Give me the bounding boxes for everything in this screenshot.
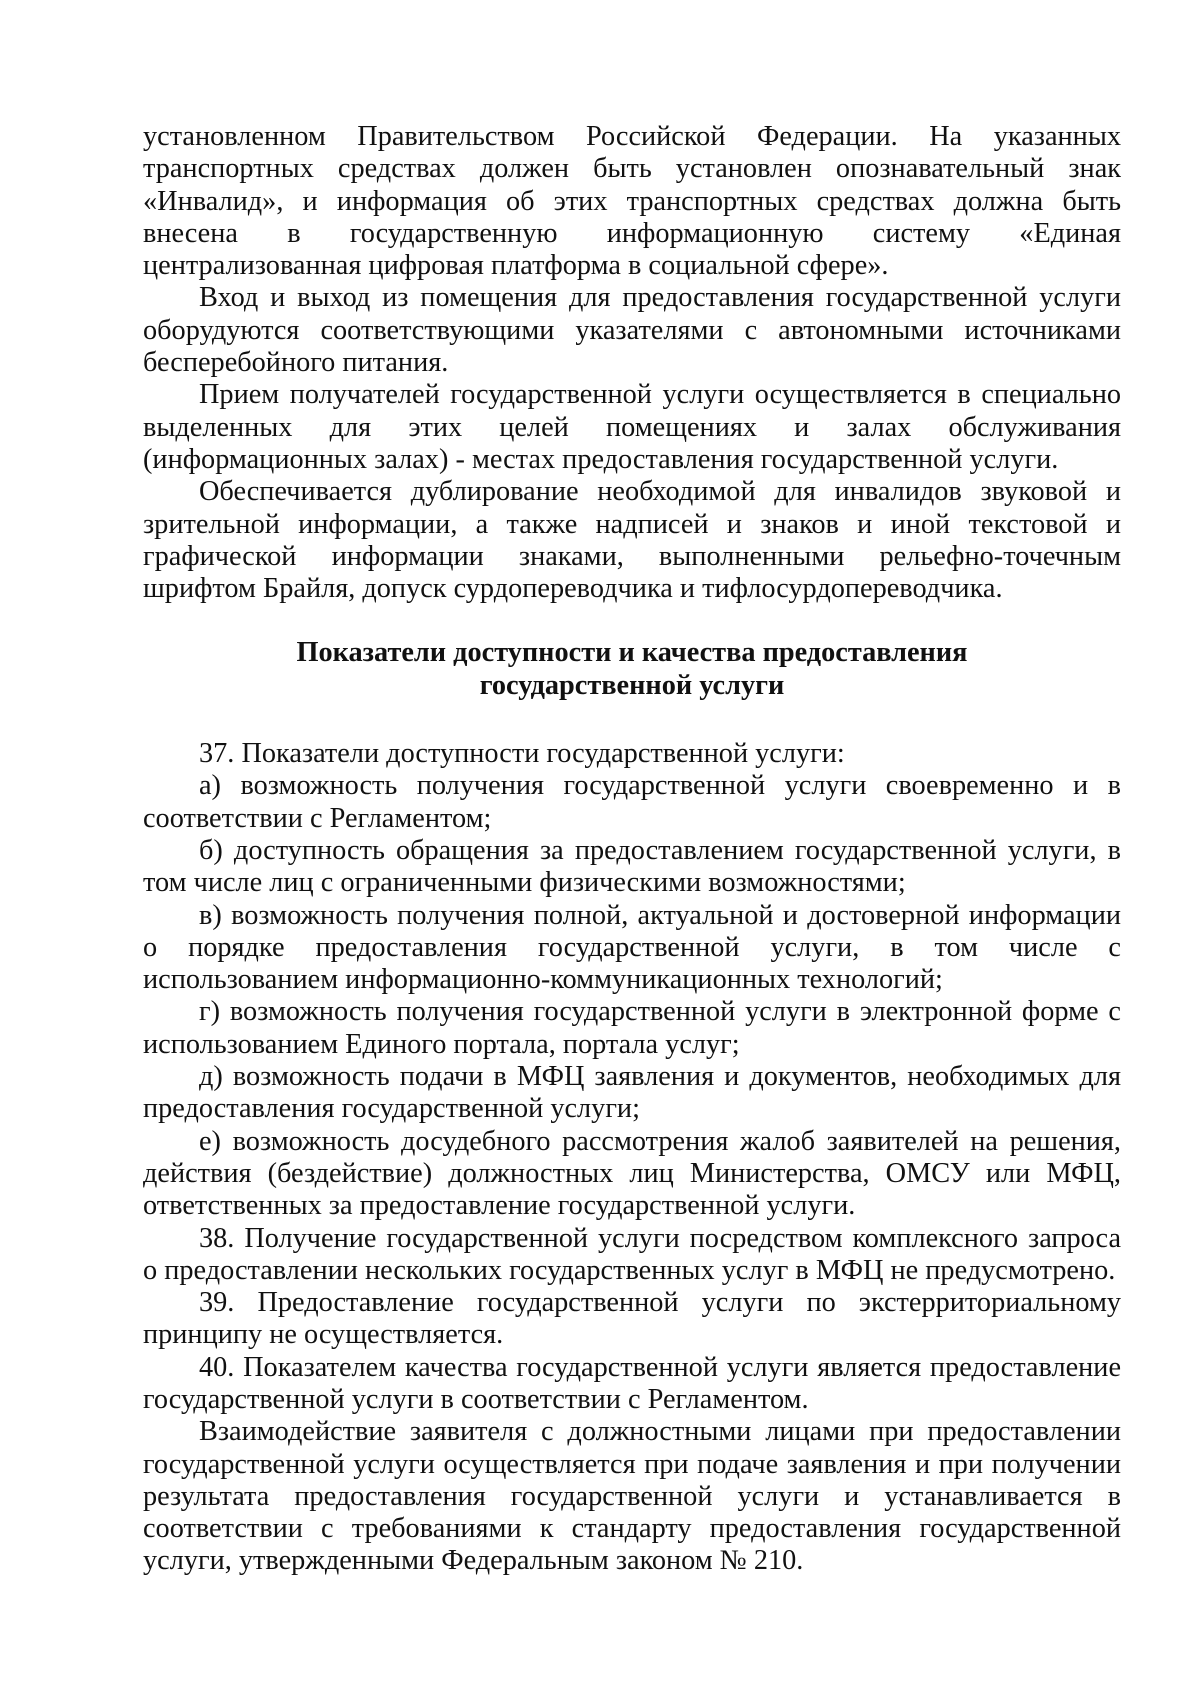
paragraph-duplication: Обеспечивается дублирование необходимой для инвалидов звуковой и зрительной информации, а также надписей и знаков и иной текстовой и графической информации знаками, выполненными рельефно-точечным шрифтом Брайля, допуск сурдопереводчика и тифлосурдопереводчика. [143, 476, 1121, 605]
paragraph-item-a: а) возможность получения государственной услуги своевременно и в соответствии с Регламентом; [143, 770, 1121, 834]
paragraph-item-40: 40. Показателем качества государственной услуги является предоставление государственной услуги в соответствии с Регламентом. [143, 1351, 1121, 1415]
document-body [143, 121, 1121, 1578]
paragraph-continuation: установленном Правительством Российской Федерации. На указанных транспортных средствах должен быть установлен опознавательный знак «Инвалид», и информация об этих транспортных средствах должна быть внесена в государственную информационную систему «Единая централизованная цифровая платформа в социальной сфере». [143, 121, 1121, 282]
paragraph-item-e: е) возможность досудебного рассмотрения жалоб заявителей на решения, действия (бездействие) должностных лиц Министерства, ОМСУ или МФЦ, ответственных за предоставление государственной услуги. [143, 1125, 1121, 1222]
paragraph-entrance-exit: Вход и выход из помещения для предоставления государственной услуги оборудуются соответствующими указателями с автономными источниками бесперебойного питания. [143, 282, 1121, 379]
paragraph-item-b: б) доступность обращения за предоставлением государственной услуги, в том числе лиц с ограниченными физическими возможностями; [143, 834, 1121, 899]
paragraph-item-d: д) возможность подачи в МФЦ заявления и документов, необходимых для предоставления государственной услуги; [143, 1061, 1121, 1125]
paragraph-item-37: 37. Показатели доступности государственной услуги: [199, 738, 845, 770]
paragraph-reception: Прием получателей государственной услуги осуществляется в специально выделенных для этих целей помещениях и залах обслуживания (информационных залах) - местах предоставления государственной услуги. [143, 379, 1121, 475]
paragraph-item-39: 39. Предоставление государственной услуги по экстерриториальному принципу не осуществляется. [143, 1287, 1121, 1351]
section-heading [143, 637, 1121, 702]
section-heading-line-1: Показатели доступности и качества предоставления [296, 637, 968, 669]
paragraph-item-38: 38. Получение государственной услуги посредством комплексного запроса о предоставлении нескольких государственных услуг в МФЦ не предусмотрено. [143, 1222, 1121, 1286]
section-heading-line-2: государственной услуги [479, 669, 785, 701]
paragraph-interaction: Взаимодействие заявителя с должностными лицами при предоставлении государственной услуги осуществляется при подаче заявления и при получении результата предоставления государственной услуги и устанавливается в соответствии с требованиями к стандарту предоставления государственной услуги, утвержденными Федеральным законом № 210. [143, 1416, 1121, 1577]
paragraph-item-v: в) возможность получения полной, актуальной и достоверной информации о порядке предоставления государственной услуги, в том числе с использованием информационно-коммуникационных технологий; [143, 899, 1121, 996]
paragraph-item-g: г) возможность получения государственной услуги в электронной форме с использованием Единого портала, портала услуг; [143, 996, 1121, 1060]
